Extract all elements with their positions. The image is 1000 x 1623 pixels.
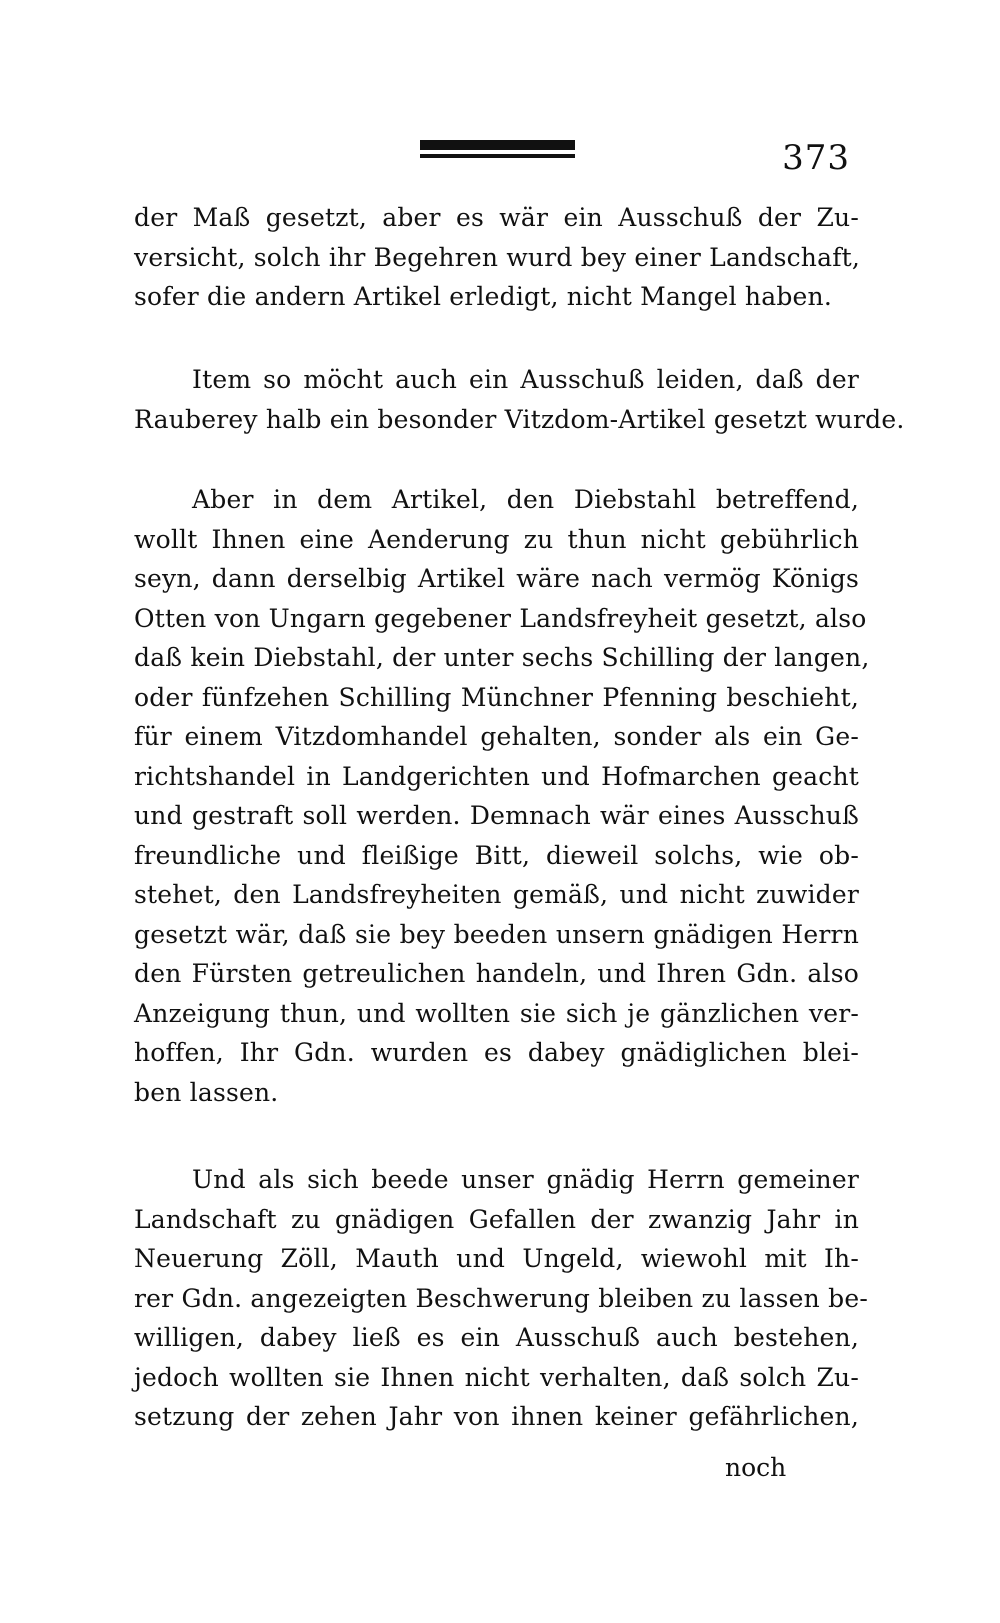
text-line: willigen, dabey ließ es ein Ausschuß auch bestehen, — [134, 1323, 859, 1352]
text-line: Anzeigung thun, und wollten sie sich je gänzlichen ver- — [134, 998, 859, 1028]
text-line: Otten von Ungarn gegebener Landsfreyheit gesetzt, also — [134, 603, 867, 633]
header-ornament-rule — [420, 140, 575, 162]
text-line: daß kein Diebstahl, der unter sechs Schilling der langen, — [134, 643, 870, 672]
text-line: oder fünfzehen Schilling Münchner Pfenning beschieht, — [134, 682, 859, 712]
text-line: richtshandel in Landgerichten und Hofmarchen geacht — [134, 761, 859, 791]
text-line: der Maß gesetzt, aber es wär ein Ausschuß der Zu- — [134, 203, 859, 232]
text-line: und gestraft soll werden. Demnach wär eines Ausschuß — [134, 801, 859, 830]
paragraph-1 — [134, 198, 859, 317]
paragraph-4 — [134, 1160, 868, 1437]
text-line: versicht, solch ihr Begehren wurd bey einer Landschaft, — [134, 242, 861, 272]
text-line: Und als sich beede unser gnädig Herrn gemeiner — [192, 1165, 859, 1194]
page-number: 373 — [782, 138, 850, 178]
text-line: setzung der zehen Jahr von ihnen keiner gefährlichen, — [134, 1402, 859, 1431]
catchword: noch — [725, 1453, 787, 1482]
text-line: hoffen, Ihr Gdn. wurden es dabey gnädiglichen blei- — [134, 1038, 859, 1067]
text-line: sofer die andern Artikel erledigt, nicht Mangel haben. — [134, 282, 832, 311]
text-line: gesetzt wär, daß sie bey beeden unsern gnädigen Herrn — [134, 919, 859, 949]
text-line: ben lassen. — [134, 1077, 279, 1107]
paragraph-2 — [134, 360, 905, 439]
text-line: rer Gdn. angezeigten Beschwerung bleiben zu lassen be- — [134, 1283, 868, 1313]
text-line: Item so möcht auch ein Ausschuß leiden, daß der — [192, 365, 859, 394]
header-rule-thin — [420, 154, 575, 158]
text-line: Rauberey halb ein besonder Vitzdom-Artikel gesetzt wurde. — [134, 404, 905, 434]
header-rule-thick — [420, 140, 575, 150]
paragraph-3 — [134, 480, 870, 1112]
text-line: freundliche und fleißige Bitt, dieweil solchs, wie ob- — [134, 840, 859, 870]
text-line: wollt Ihnen eine Aenderung zu thun nicht gebührlich — [134, 524, 859, 554]
text-line: jedoch wollten sie Ihnen nicht verhalten, daß solch Zu- — [134, 1362, 859, 1392]
text-line: den Fürsten getreulichen handeln, und Ihren Gdn. also — [134, 959, 859, 988]
text-line: für einem Vitzdomhandel gehalten, sonder als ein Ge- — [134, 722, 859, 751]
text-line: Aber in dem Artikel, den Diebstahl betreffend, — [192, 485, 859, 514]
text-line: Neuerung Zöll, Mauth und Ungeld, wiewohl mit Ih- — [134, 1244, 859, 1273]
text-line: stehet, den Landsfreyheiten gemäß, und nicht zuwider — [134, 880, 859, 909]
text-line: seyn, dann derselbig Artikel wäre nach vermög Königs — [134, 564, 859, 593]
text-line: Landschaft zu gnädigen Gefallen der zwanzig Jahr in — [134, 1204, 859, 1234]
